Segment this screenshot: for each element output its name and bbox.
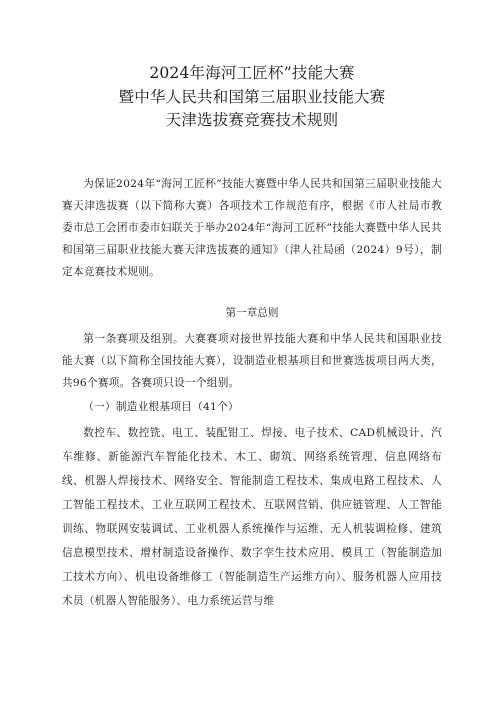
document-title: [62, 0, 442, 133]
article-1-paragraph: 第一条赛项及组别。大赛赛项对接世界技能大赛和中华人民共和国职业技能大赛（以下简称全国技能大赛），设制造业根基项目和世赛选拔项目两大类，共96个赛项。各赛项只设一个组别。: [62, 332, 442, 389]
section-1-items: 数控车、数控铣、电工、装配钳工、焊接、电子技术、CAD机械设计、汽车维修、新能源汽车智能化技术、木工、砌筑、网络系统管理、信息网络布线、机器人焊接技术、网络安全、智能制造工程技术、集成电路工程技术、人工智能工程技术、工业互联网工程技术、互联网营销、供应链管理、人工智能训练、物联网安装调试、工业机器人系统操作与运维、无人机装调检修、建筑信息模型技术、增材制造设备操作、数字孪生技术应用、模具工（智能制造加工技术方向）、机电设备维修工（智能制造生产运维方向）、服务机器人应用技术员（机器人智能服务）、电力系统运营与维: [62, 427, 442, 608]
chapter-heading: 第一章总则: [225, 306, 279, 319]
title-line-3: 天津选拔赛竞赛技术规则: [165, 111, 339, 129]
title-line-1: 2024年海河工匠杯”技能大赛: [149, 64, 355, 82]
title-line-2: 暨中华人民共和国第三届职业技能大赛: [118, 87, 386, 106]
intro-paragraph: 为保证2024年“海河工匠杯”技能大赛暨中华人民共和国第三届职业技能大赛天津选拔赛（以下简称大赛）各项技术工作规范有序，根据《市人社局市教委市总工会团市委市妇联关于举办2024年“海河工匠杯”技能大赛暨中华人民共和国第三届职业技能大赛天津选拔赛的通知》（津人社局函（2024）9号），制定本竞赛技术规则。: [62, 177, 442, 279]
section-1-heading: （一）制造业根基项目（41个）: [83, 401, 239, 414]
